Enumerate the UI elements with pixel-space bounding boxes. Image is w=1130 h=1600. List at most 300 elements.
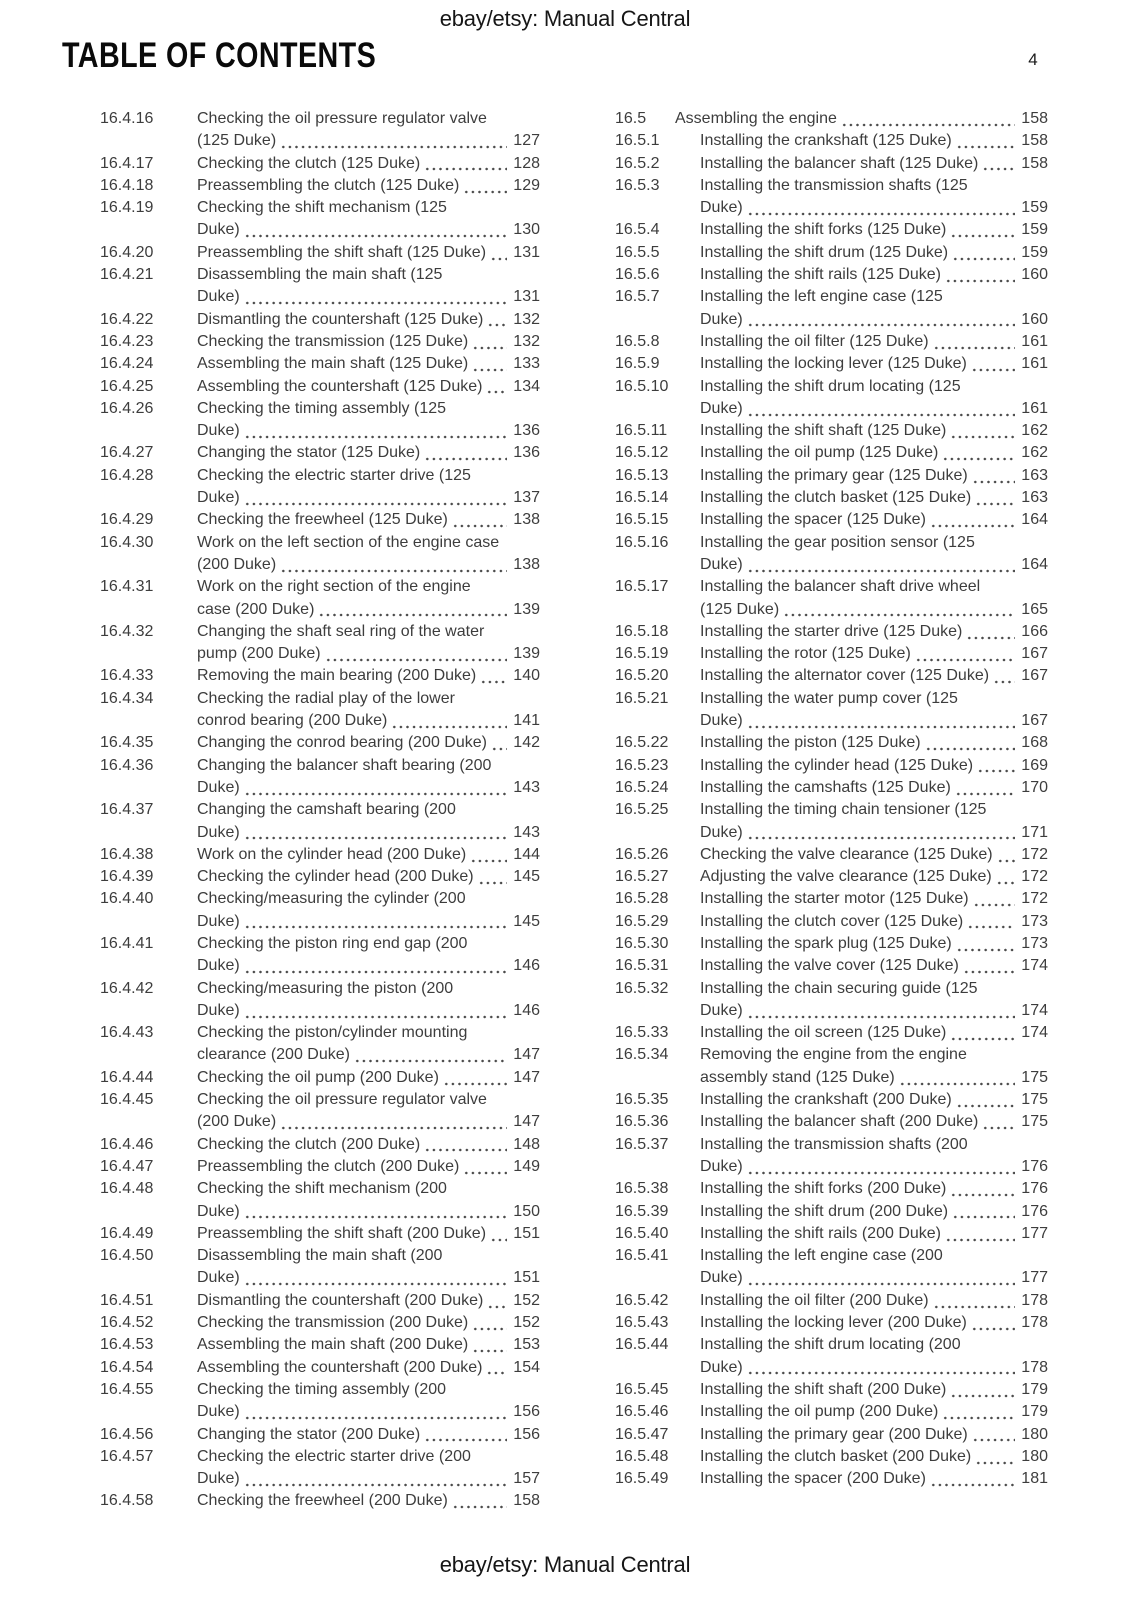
entry-title-text: Duke) xyxy=(700,712,743,730)
entry-title-lastline xyxy=(197,1334,540,1356)
toc-entry xyxy=(100,621,540,666)
entry-title-text: Duke) xyxy=(197,957,240,975)
toc-entry xyxy=(615,1134,1048,1179)
dot-leader xyxy=(956,1089,1015,1111)
entry-title-lastline xyxy=(700,777,1048,799)
entry-title-text: Duke) xyxy=(700,1001,743,1019)
dot-leader xyxy=(244,487,507,509)
entry-number: 16.5.43 xyxy=(615,1314,669,1332)
entry-number: 16.5.16 xyxy=(615,533,669,551)
entry-title-lastline xyxy=(700,1290,1048,1312)
entry-page-number: 149 xyxy=(513,1157,540,1175)
toc-entry xyxy=(100,331,540,353)
entry-title-text: Installing the shift forks (200 Duke) xyxy=(700,1180,947,1198)
entry-number: 16.5.45 xyxy=(615,1380,669,1398)
entry-number: 16.5.21 xyxy=(615,689,669,707)
entry-title-line: Work on the right section of the engine xyxy=(197,578,471,596)
entry-title-text: Changing the stator (125 Duke) xyxy=(197,444,421,462)
dot-leader xyxy=(841,108,1015,130)
entry-title-text: Duke) xyxy=(197,1403,240,1421)
entry-title-lastline xyxy=(197,1357,540,1379)
entry-title-lastline xyxy=(700,599,1048,621)
entry-page-number: 138 xyxy=(513,555,540,573)
dot-leader xyxy=(952,1201,1015,1223)
entry-page-number: 161 xyxy=(1021,332,1048,350)
entry-page-number: 167 xyxy=(1021,667,1048,685)
entry-title-text: Installing the rotor (125 Duke) xyxy=(700,645,911,663)
entry-title-block xyxy=(197,1424,540,1446)
toc-entry xyxy=(615,465,1048,487)
entry-title-text: Checking the clutch (200 Duke) xyxy=(197,1135,421,1153)
toc-entry xyxy=(100,465,540,510)
entry-title-block xyxy=(700,442,1048,464)
entry-title-text: Checking the valve clearance (125 Duke) xyxy=(700,845,993,863)
entry-page-number: 171 xyxy=(1021,823,1048,841)
entry-page-number: 131 xyxy=(513,288,540,306)
entry-number: 16.4.25 xyxy=(100,377,154,395)
entry-page-number: 177 xyxy=(1021,1269,1048,1287)
toc-entry xyxy=(100,1089,540,1134)
toc-entry xyxy=(615,688,1048,733)
entry-title-text: Installing the shift forks (125 Duke) xyxy=(700,221,947,239)
entry-title-block xyxy=(700,420,1048,442)
dot-leader xyxy=(950,1379,1015,1401)
entry-title-lastline xyxy=(700,911,1048,933)
entry-title-block xyxy=(700,1312,1048,1334)
entry-title-block xyxy=(197,1178,540,1223)
dot-leader xyxy=(950,420,1015,442)
entry-title-block xyxy=(197,1022,540,1067)
entry-title-lastline xyxy=(700,465,1048,487)
entry-title-line: Checking the electric starter drive (125 xyxy=(197,466,471,484)
toc-entry xyxy=(615,487,1048,509)
entry-number: 16.4.35 xyxy=(100,734,154,752)
entry-title-block xyxy=(700,1223,1048,1245)
entry-title-block xyxy=(700,1245,1048,1290)
entry-number: 16.4.57 xyxy=(100,1447,154,1465)
entry-page-number: 163 xyxy=(1021,466,1048,484)
dot-leader xyxy=(491,732,507,754)
entry-page-number: 174 xyxy=(1021,1024,1048,1042)
dot-leader xyxy=(244,286,507,308)
entry-title-block xyxy=(700,130,1048,152)
entry-title-block xyxy=(700,264,1048,286)
entry-number: 16.5.15 xyxy=(615,511,669,529)
entry-title-lastline xyxy=(197,487,540,509)
entry-page-number: 172 xyxy=(1021,845,1048,863)
dot-leader xyxy=(942,442,1015,464)
dot-leader xyxy=(318,599,507,621)
dot-leader xyxy=(747,1267,1015,1289)
entry-title-text: Installing the locking lever (200 Duke) xyxy=(700,1314,967,1332)
toc-entry xyxy=(615,1334,1048,1379)
toc-entry xyxy=(615,933,1048,955)
entry-title-lastline xyxy=(197,866,540,888)
entry-title-text: Checking the oil pump (200 Duke) xyxy=(197,1068,439,1086)
dot-leader xyxy=(244,1000,507,1022)
entry-number: 16.5.26 xyxy=(615,845,669,863)
entry-title-text: Installing the spacer (200 Duke) xyxy=(700,1470,926,1488)
entry-page-number: 160 xyxy=(1021,310,1048,328)
entry-number: 16.5.31 xyxy=(615,957,669,975)
entry-title-text: Installing the clutch cover (125 Duke) xyxy=(700,912,964,930)
toc-entry xyxy=(615,1290,1048,1312)
entry-number: 16.4.47 xyxy=(100,1157,154,1175)
dot-leader xyxy=(955,777,1015,799)
entry-page-number: 139 xyxy=(513,600,540,618)
toc-entry xyxy=(100,1156,540,1178)
entry-title-lastline xyxy=(700,1446,1048,1468)
entry-title-lastline xyxy=(197,1044,540,1066)
dot-leader xyxy=(747,398,1015,420)
entry-page-number: 176 xyxy=(1021,1180,1048,1198)
entry-number: 16.5.49 xyxy=(615,1470,669,1488)
entry-page-number: 128 xyxy=(513,154,540,172)
entry-title-lastline xyxy=(700,621,1048,643)
toc-entry xyxy=(615,420,1048,442)
dot-leader xyxy=(472,1312,507,1334)
entry-title-block xyxy=(700,353,1048,375)
entry-title-line: Checking/measuring the piston (200 xyxy=(197,979,454,997)
entry-title-line: Changing the shaft seal ring of the water xyxy=(197,622,485,640)
entry-page-number: 147 xyxy=(513,1046,540,1064)
dot-leader xyxy=(950,1022,1015,1044)
entry-title-text: (200 Duke) xyxy=(197,555,277,573)
toc-entry xyxy=(100,242,540,264)
toc-entry xyxy=(100,576,540,621)
entry-title-lastline xyxy=(700,219,1048,241)
entry-title-lastline xyxy=(197,286,540,308)
entry-title-block xyxy=(197,331,540,353)
entry-page-number: 162 xyxy=(1021,444,1048,462)
entry-title-block xyxy=(197,866,540,888)
entry-title-block xyxy=(197,1089,540,1134)
entry-title-text: Preassembling the shift shaft (200 Duke) xyxy=(197,1224,487,1242)
dot-leader xyxy=(747,197,1015,219)
entry-title-text: Installing the clutch basket (200 Duke) xyxy=(700,1447,972,1465)
entry-page-number: 159 xyxy=(1021,221,1048,239)
toc-entry xyxy=(100,1379,540,1424)
toc-entry xyxy=(100,442,540,464)
entry-title-text: Assembling the main shaft (200 Duke) xyxy=(197,1336,469,1354)
dot-leader xyxy=(972,1424,1015,1446)
entry-title-block xyxy=(700,1401,1048,1423)
entry-title-block xyxy=(197,465,540,510)
dot-leader xyxy=(982,153,1015,175)
entry-title-lastline xyxy=(700,1067,1048,1089)
entry-title-text: Installing the primary gear (125 Duke) xyxy=(700,466,968,484)
entry-title-block xyxy=(700,1379,1048,1401)
entry-page-number: 127 xyxy=(513,132,540,150)
entry-number: 16.5.47 xyxy=(615,1425,669,1443)
entry-number: 16.5.1 xyxy=(615,132,660,150)
entry-title-text: Installing the balancer shaft (200 Duke) xyxy=(700,1113,979,1131)
entry-title-block xyxy=(197,978,540,1023)
entry-number: 16.5.44 xyxy=(615,1336,669,1354)
site-footer-label: ebay/etsy: Manual Central xyxy=(439,1552,691,1577)
entry-number: 16.5.18 xyxy=(615,622,669,640)
entry-title-block xyxy=(700,844,1048,866)
entry-page-number: 136 xyxy=(513,422,540,440)
entry-number: 16.5.4 xyxy=(615,221,660,239)
entry-title-lastline xyxy=(700,1401,1048,1423)
entry-title-lastline xyxy=(700,554,1048,576)
entry-title-line: Checking the radial play of the lower xyxy=(197,689,455,707)
entry-title-block xyxy=(197,108,540,153)
entry-number: 16.5.2 xyxy=(615,154,660,172)
entry-number: 16.4.41 xyxy=(100,934,154,952)
entry-title-lastline xyxy=(197,777,540,799)
entry-title-lastline xyxy=(700,1357,1048,1379)
dot-leader xyxy=(452,1490,507,1512)
dot-leader xyxy=(244,822,507,844)
entry-page-number: 146 xyxy=(513,1001,540,1019)
entry-number: 16.4.51 xyxy=(100,1291,154,1309)
toc-entry xyxy=(100,888,540,933)
entry-title-lastline xyxy=(197,353,540,375)
toc-entry xyxy=(100,866,540,888)
entry-title-text: Installing the oil filter (125 Duke) xyxy=(700,332,929,350)
entry-number: 16.5.13 xyxy=(615,466,669,484)
entry-page-number: 163 xyxy=(1021,489,1048,507)
entry-number: 16.5.9 xyxy=(615,355,660,373)
entry-number: 16.4.50 xyxy=(100,1247,154,1265)
entry-title-lastline xyxy=(197,309,540,331)
entry-title-lastline xyxy=(197,643,540,665)
entry-title-block xyxy=(197,933,540,978)
toc-entry xyxy=(100,532,540,577)
dot-leader xyxy=(463,175,507,197)
entry-title-block xyxy=(700,242,1048,264)
dot-leader xyxy=(747,710,1015,732)
toc-entry xyxy=(615,911,1048,933)
entry-title-text: Assembling the countershaft (200 Duke) xyxy=(197,1358,483,1376)
dot-leader xyxy=(452,509,507,531)
entry-title-lastline xyxy=(700,643,1048,665)
entry-title-block xyxy=(197,1067,540,1089)
entry-title-line: Installing the transmission shafts (200 xyxy=(700,1135,968,1153)
toc-entry xyxy=(100,755,540,800)
entry-page-number: 181 xyxy=(1021,1470,1048,1488)
entry-title-text: Duke) xyxy=(700,310,743,328)
entry-page-number: 154 xyxy=(513,1358,540,1376)
toc-entry xyxy=(100,933,540,978)
entry-title-block xyxy=(197,509,540,531)
entry-number: 16.5.8 xyxy=(615,332,660,350)
entry-page-number: 132 xyxy=(513,310,540,328)
entry-title-text: Assembling the countershaft (125 Duke) xyxy=(197,377,483,395)
entry-number: 16.4.37 xyxy=(100,801,154,819)
entry-title-block xyxy=(700,1290,1048,1312)
entry-title-lastline xyxy=(197,710,540,732)
entry-title-lastline xyxy=(197,1223,540,1245)
entry-title-text: Installing the starter drive (125 Duke) xyxy=(700,622,963,640)
entry-number: 16.4.42 xyxy=(100,979,154,997)
entry-title-text: Installing the shift rails (200 Duke) xyxy=(700,1224,941,1242)
entry-title-block xyxy=(700,1446,1048,1468)
entry-title-text: Installing the camshafts (125 Duke) xyxy=(700,778,951,796)
entry-number: 16.5.24 xyxy=(615,778,669,796)
entry-page-number: 152 xyxy=(513,1291,540,1309)
entry-number: 16.5.37 xyxy=(615,1135,669,1153)
entry-title-lastline xyxy=(700,130,1048,152)
toc-entry xyxy=(615,286,1048,331)
entry-title-text: Preassembling the clutch (200 Duke) xyxy=(197,1157,460,1175)
entry-title-lastline xyxy=(197,1424,540,1446)
entry-title-block xyxy=(675,108,1048,130)
entry-title-block xyxy=(700,799,1048,844)
entry-number: 16.5.30 xyxy=(615,934,669,952)
entry-number: 16.4.52 xyxy=(100,1314,154,1332)
entry-title-block xyxy=(700,1044,1048,1089)
entry-number: 16.4.30 xyxy=(100,533,154,551)
dot-leader xyxy=(975,1446,1015,1468)
toc-entry xyxy=(100,398,540,443)
entry-title-text: Duke) xyxy=(700,1358,743,1376)
entry-title-block xyxy=(700,1468,1048,1490)
entry-title-text: Installing the shift shaft (125 Duke) xyxy=(700,422,947,440)
entry-title-lastline xyxy=(700,710,1048,732)
entry-title-block xyxy=(700,911,1048,933)
entry-title-block xyxy=(700,978,1048,1023)
entry-title-block xyxy=(700,175,1048,220)
toc-entry xyxy=(615,888,1048,910)
dot-leader xyxy=(930,1468,1015,1490)
entry-page-number: 175 xyxy=(1021,1068,1048,1086)
dot-leader xyxy=(925,732,1015,754)
entry-page-number: 172 xyxy=(1021,868,1048,886)
entry-number: 16.4.31 xyxy=(100,578,154,596)
toc-entry xyxy=(615,331,1048,353)
entry-number: 16.4.46 xyxy=(100,1135,154,1153)
entry-title-line: Checking the oil pressure regulator valve xyxy=(197,1091,487,1109)
entry-title-text: Preassembling the shift shaft (125 Duke) xyxy=(197,243,487,261)
entry-title-lastline xyxy=(700,1223,1048,1245)
entry-title-line: Checking the timing assembly (200 xyxy=(197,1380,447,1398)
entry-number: 16.5.40 xyxy=(615,1224,669,1242)
entry-title-lastline xyxy=(197,732,540,754)
entry-title-block xyxy=(197,398,540,443)
entry-title-lastline xyxy=(197,1156,540,1178)
entry-number: 16.4.36 xyxy=(100,756,154,774)
entry-title-block xyxy=(197,1379,540,1424)
entry-page-number: 167 xyxy=(1021,712,1048,730)
toc-entry xyxy=(615,1022,1048,1044)
entry-number: 16.4.27 xyxy=(100,444,154,462)
dot-leader xyxy=(930,509,1015,531)
entry-title-block xyxy=(700,933,1048,955)
entry-title-text: Duke) xyxy=(700,1269,743,1287)
entry-title-block xyxy=(197,732,540,754)
entry-page-number: 160 xyxy=(1021,266,1048,284)
entry-title-block xyxy=(700,576,1048,621)
toc-entry xyxy=(100,1178,540,1223)
dot-leader xyxy=(977,755,1015,777)
entry-title-block xyxy=(700,376,1048,421)
entry-page-number: 156 xyxy=(513,1425,540,1443)
entry-title-text: Installing the shift rails (125 Duke) xyxy=(700,266,941,284)
entry-title-block xyxy=(197,576,540,621)
entry-title-text: Checking the clutch (125 Duke) xyxy=(197,154,421,172)
toc-entry xyxy=(100,844,540,866)
entry-title-block xyxy=(197,1223,540,1245)
entry-title-text: Duke) xyxy=(700,823,743,841)
entry-title-block xyxy=(700,487,1048,509)
entry-title-lastline xyxy=(197,1067,540,1089)
toc-entry xyxy=(615,665,1048,687)
dot-leader xyxy=(747,1156,1015,1178)
entry-title-text: Installing the oil filter (200 Duke) xyxy=(700,1291,929,1309)
entry-title-lastline xyxy=(700,1201,1048,1223)
entry-title-lastline xyxy=(700,822,1048,844)
entry-page-number: 158 xyxy=(1021,154,1048,172)
toc-entry xyxy=(615,576,1048,621)
entry-title-lastline xyxy=(700,353,1048,375)
entry-page-number: 176 xyxy=(1021,1157,1048,1175)
toc-entry xyxy=(615,1245,1048,1290)
dot-leader xyxy=(952,242,1015,264)
entry-title-text: Duke) xyxy=(197,823,240,841)
entry-number: 16.5.28 xyxy=(615,890,669,908)
entry-page-number: 175 xyxy=(1021,1091,1048,1109)
entry-number: 16.5.46 xyxy=(615,1403,669,1421)
entry-title-lastline xyxy=(700,509,1048,531)
dot-leader xyxy=(997,844,1015,866)
entry-title-text: Dismantling the countershaft (125 Duke) xyxy=(197,310,484,328)
entry-title-lastline xyxy=(197,1000,540,1022)
entry-number: 16.4.45 xyxy=(100,1091,154,1109)
entry-title-lastline xyxy=(197,844,540,866)
entry-title-lastline xyxy=(700,1178,1048,1200)
entry-title-block xyxy=(197,1134,540,1156)
entry-title-lastline xyxy=(675,108,1048,130)
entry-page-number: 153 xyxy=(513,1336,540,1354)
page-number: 4 xyxy=(1028,50,1038,69)
entry-title-lastline xyxy=(197,911,540,933)
dot-leader xyxy=(747,822,1015,844)
toc-entry xyxy=(615,799,1048,844)
entry-number: 16.4.32 xyxy=(100,622,154,640)
toc-entry xyxy=(100,1067,540,1089)
dot-leader xyxy=(424,1424,507,1446)
entry-title-text: Duke) xyxy=(197,489,240,507)
dot-leader xyxy=(480,665,507,687)
toc-entry xyxy=(615,978,1048,1023)
dot-leader xyxy=(975,487,1015,509)
entry-title-text: (125 Duke) xyxy=(700,600,780,618)
toc-entry xyxy=(615,1468,1048,1490)
entry-title-lastline xyxy=(197,1312,540,1334)
entry-number: 16.4.44 xyxy=(100,1068,154,1086)
entry-number: 16.4.48 xyxy=(100,1180,154,1198)
dot-leader xyxy=(424,1134,507,1156)
entry-title-lastline xyxy=(700,242,1048,264)
entry-title-text: assembly stand (125 Duke) xyxy=(700,1068,895,1086)
toc-entry xyxy=(100,799,540,844)
entry-title-line: Installing the transmission shafts (125 xyxy=(700,176,968,194)
entry-title-lastline xyxy=(700,1312,1048,1334)
entry-title-text: (125 Duke) xyxy=(197,132,277,150)
dot-leader xyxy=(899,1067,1015,1089)
entry-page-number: 157 xyxy=(513,1470,540,1488)
entry-page-number: 143 xyxy=(513,823,540,841)
toc-entry xyxy=(100,1424,540,1446)
entry-title-text: clearance (200 Duke) xyxy=(197,1046,350,1064)
toc-entry xyxy=(615,130,1048,152)
entry-title-text: Duke) xyxy=(197,422,240,440)
entry-title-text: Duke) xyxy=(700,199,743,217)
entry-title-line: Changing the camshaft bearing (200 xyxy=(197,801,456,819)
